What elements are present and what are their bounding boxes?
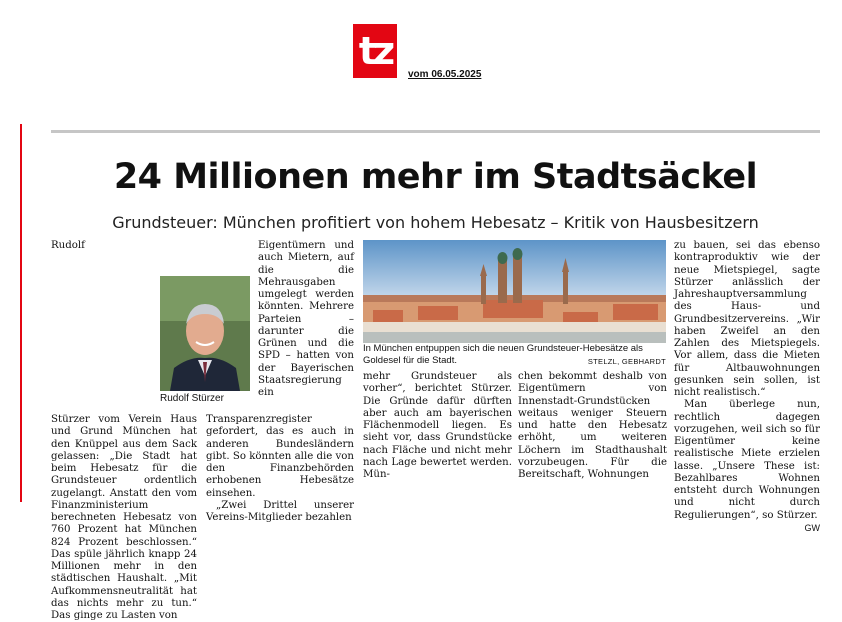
column-3-text: mehr Grundsteuer als vorher“, berichtet Stürzer. Die Gründe dafür dürften aber auch am bayerischen Flächenmodell liegen. Es sieht vor, dass Grundstücke nach Fläche und nicht mehr nach Lage bewertet werden. Mün- [363, 371, 512, 480]
author-initials: GW [804, 522, 820, 533]
photo-caption-text: In München entpuppen sich die neuen Grundsteuer-Hebesätze als Goldesel für die Stadt. [363, 343, 643, 366]
photo-caption [363, 343, 666, 367]
tz-logo: tz [353, 24, 397, 78]
munich-skyline-photo [363, 240, 666, 343]
photo-credit: STELZL, GEBHARDT [587, 356, 666, 366]
column-5-paragraph-2: Man überlege nun, rechtlich dagegen vorzugehen, weil sich so für Eigentümer keine realistische Miete erzielen lasse. „Unsere These ist: Bezahlbares Wohnen entsteht durch Wohnungen und nicht durch Regulierungen“, so Stürzer. [674, 399, 820, 521]
column-4-text: chen bekommt deshalb von Eigentümern von Innenstadt-Grundstücken weitaus weniger Steuern und hatte den Hebesatz erhöht, um weiteren Löchern im Stadthaushalt vorzubeugen. Für die Bereitschaft, Wohnungen [518, 371, 667, 480]
article-column-5 [674, 240, 820, 534]
top-rule [51, 130, 820, 133]
column-1-text: Rudolf Stürzer vom Verein Haus und Grund München hat den Knüppel aus dem Sack gelassen: „Die Stadt hat beim Hebesatz für die Grundsteuer ordentlich zugelangt. Anstatt den vom Finanzministerium berechneten Hebesatz von 760 Prozent hat München 824 Prozent beschlossen.“ Das spüle jährlich knapp 24 Millionen mehr in den städtischen Haushalt. „Mit Aufkommensneutralität hat das nichts mehr zu tun.“ Das ginge zu Lasten von [51, 240, 197, 621]
column-2-text: Eigentümern und auch Mietern, auf die die Mehrausgaben umgelegt werden könnten. Mehrere Parteien – darunter die Grünen und die SPD – hatten von der Bayerischen Staatsregierung ein Transparenzregister gefordert, das es auch in anderen Bundesländern gibt. So könnten alle die von den Finanzbehörden erhobenen Hebesätze einsehen. [206, 240, 354, 499]
article-headline: 24 Millionen mehr im Stadtsäckel [113, 157, 758, 197]
portrait-photo [160, 276, 250, 391]
article-subheadline: Grundsteuer: München profitiert von hohem Hebesatz – Kritik von Hausbesitzern [112, 213, 759, 232]
issue-date: vom 06.05.2025 [408, 69, 482, 80]
article-column-4 [518, 371, 667, 481]
column-2-paragraph-2: „Zwei Drittel unserer Vereins-Mitglieder bezahlen [206, 499, 354, 523]
column-5-text: zu bauen, sei das ebenso kontraproduktiv wie der neue Mietspiegel, sagte Stürzer anlässlich der Jahreshauptversammlung des Haus- und Grundbesitzervereins. „Wir haben Zweifel an den Zahlen des Mietspiegels. Vor allem, dass die Mieten für Altbauwohnungen gesunken sein sollen, ist nicht realistisch.“ [674, 240, 820, 398]
portrait-caption: Rudolf Stürzer [160, 393, 224, 404]
article-column-3 [363, 371, 512, 481]
margin-marker [20, 124, 22, 502]
